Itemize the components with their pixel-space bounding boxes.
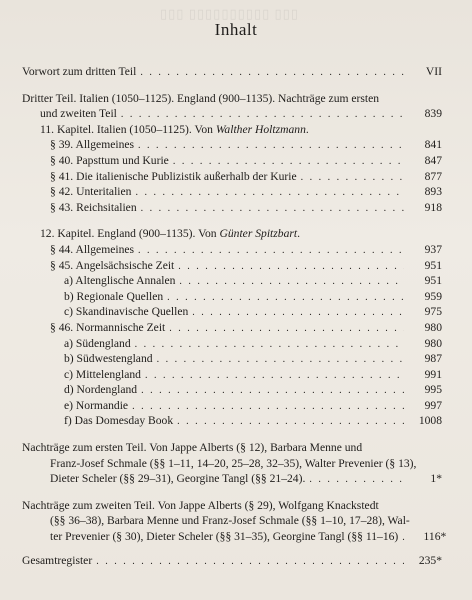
toc-entry-s42 xyxy=(22,184,442,200)
leader-dots xyxy=(141,201,404,217)
toc-page-number: 997 xyxy=(424,398,442,412)
toc-entry-nachtraege-2 xyxy=(22,529,447,545)
toc-entry-s46b xyxy=(22,351,442,367)
toc-entry-s46d xyxy=(22,382,442,398)
leader-dots xyxy=(96,554,404,570)
toc-entry-s39 xyxy=(22,137,442,153)
toc-entry-text: § 45. Angelsächsische Zeit xyxy=(50,258,175,272)
toc-entry-vorwort xyxy=(22,64,442,80)
toc-entry-s45b xyxy=(22,289,442,305)
toc-entry-text: § 40. Papsttum und Kurie xyxy=(50,153,169,167)
toc-entry-text: und zweiten Teil xyxy=(40,107,117,121)
leader-dots xyxy=(132,399,404,415)
author-name: Walther Holtzmann xyxy=(215,122,306,136)
toc-nachtraege-2-line2: (§§ 36–38), Barbara Menne und Franz-Josef Schmale (§§ 1–10, 17–28), Wal- xyxy=(50,514,410,528)
toc-entry-nachtraege-1 xyxy=(22,471,442,487)
toc-part-heading: Dritter Teil. Italien (1050–1125). England (900–1135). Nachträge zum ersten xyxy=(22,91,380,105)
toc-entry-text: f) Das Domesday Book xyxy=(64,414,174,428)
leader-dots xyxy=(135,185,404,201)
leader-dots xyxy=(157,352,404,368)
leader-dots xyxy=(138,243,404,259)
toc-page-number: 975 xyxy=(424,305,442,319)
toc-entry-text: b) Regionale Quellen xyxy=(64,289,164,303)
toc-entry-s40 xyxy=(22,153,442,169)
toc-page-number: 937 xyxy=(424,242,442,256)
toc-entry-text: c) Skandinavische Quellen xyxy=(64,305,189,319)
toc-page-number: 995 xyxy=(424,383,442,397)
toc-entry-s45c xyxy=(22,304,442,320)
leader-dots xyxy=(145,368,404,384)
toc-page-number: 951 xyxy=(424,274,442,288)
table-of-contents xyxy=(22,64,447,568)
toc-entry-text: Vorwort zum dritten Teil xyxy=(22,65,137,78)
page-title: Inhalt xyxy=(214,20,258,39)
toc-entry-dritter-teil xyxy=(22,106,442,122)
toc-page-number: 839 xyxy=(424,107,442,121)
toc-nachtraege-2-line1: Nachträge zum zweiten Teil. Von Jappe Alberts (§ 29), Wolfgang Knackstedt xyxy=(22,498,379,512)
toc-entry-s46 xyxy=(22,320,442,336)
toc-entry-s43 xyxy=(22,200,442,216)
toc-entry-text: a) Altenglische Annalen xyxy=(64,274,176,288)
toc-entry-text: § 42. Unteritalien xyxy=(50,185,132,199)
leader-dots xyxy=(169,321,404,337)
toc-entry-s46c xyxy=(22,367,442,383)
author-name: Günter Spitzbart xyxy=(219,227,298,241)
toc-page-number: 877 xyxy=(424,169,442,183)
leader-dots xyxy=(177,414,404,430)
toc-page-number: 951 xyxy=(424,258,442,272)
toc-page-number: 980 xyxy=(424,320,442,334)
toc-entry-text: § 39. Allgemeines xyxy=(50,138,135,152)
toc-page-number: 987 xyxy=(424,352,442,366)
leader-dots xyxy=(173,154,404,170)
toc-nachtraege-1-line2: Franz-Josef Schmale (§§ 1–11, 14–20, 25–28, 32–35), Walter Prevenier (§ 13), xyxy=(50,456,417,470)
toc-entry-text: b) Südwestengland xyxy=(64,352,153,366)
toc-entry-text: c) Mittelengland xyxy=(64,367,141,381)
toc-entry-s46f xyxy=(22,413,442,429)
toc-page-number: 918 xyxy=(424,200,442,214)
toc-entry-text: § 43. Reichsitalien xyxy=(50,200,137,214)
toc-entry-text: § 46. Normannische Zeit xyxy=(50,320,166,334)
leader-dots xyxy=(121,107,404,123)
bleed-through-text: ▯▯▯ ▯▯▯▯▯▯▯▯▯▯ ▯▯▯ xyxy=(160,6,299,21)
toc-entry-text: Dieter Scheler (§§ 29–31), Georgine Tangl (§§ 21–24). xyxy=(50,472,306,486)
leader-dots xyxy=(140,65,404,81)
toc-page-number: 980 xyxy=(424,336,442,350)
toc-entry-text: Gesamtregister xyxy=(22,553,93,567)
toc-entry-text: ter Prevenier (§ 30), Dieter Scheler (§§ 31–35), Georgine Tangl (§§ 11–16) xyxy=(50,530,399,544)
toc-page-number: 893 xyxy=(424,185,442,199)
leader-dots xyxy=(141,383,404,399)
toc-entry-text: § 41. Die italienische Publizistik außerhalb der Kurie xyxy=(50,169,297,183)
toc-page-number: 959 xyxy=(424,289,442,303)
leader-dots xyxy=(309,472,404,488)
toc-page-number: 235* xyxy=(418,553,442,567)
toc-page-number: 847 xyxy=(424,153,442,167)
toc-entry-text: a) Südengland xyxy=(64,336,131,350)
toc-entry-gesamtregister xyxy=(22,553,442,569)
toc-entry-s45 xyxy=(22,258,442,274)
toc-entry-s46e xyxy=(22,398,442,414)
toc-page-number: 116* xyxy=(423,530,447,544)
toc-page-number: 991 xyxy=(424,367,442,381)
toc-chapter-12: 12. Kapitel. England (900–1135). Von Günter Spitzbart. xyxy=(40,227,301,241)
toc-page-number: 1* xyxy=(430,472,442,486)
toc-nachtraege-1-line1: Nachträge zum ersten Teil. Von Jappe Alberts (§ 12), Barbara Menne und xyxy=(22,441,363,455)
toc-entry-s41 xyxy=(22,169,442,185)
toc-page-number: 1008 xyxy=(418,414,442,428)
toc-entry-s44 xyxy=(22,242,442,258)
toc-entry-s46a xyxy=(22,336,442,352)
toc-entry-text: § 44. Allgemeines xyxy=(50,242,135,256)
toc-page-number: 841 xyxy=(424,138,442,152)
leader-dots xyxy=(301,170,404,186)
leader-dots xyxy=(135,337,404,353)
leader-dots xyxy=(192,305,404,321)
leader-dots xyxy=(138,138,404,154)
toc-entry-s45a xyxy=(22,273,442,289)
leader-dots xyxy=(167,290,404,306)
toc-chapter-11: 11. Kapitel. Italien (1050–1125). Von Walther Holtzmann. xyxy=(40,122,309,136)
leader-dots xyxy=(178,259,404,275)
toc-entry-text: d) Nordengland xyxy=(64,383,138,397)
toc-entry-text: e) Normandie xyxy=(64,398,129,412)
toc-page-number: VII xyxy=(425,65,442,78)
leader-dots xyxy=(179,274,404,290)
leader-dots xyxy=(402,530,408,546)
